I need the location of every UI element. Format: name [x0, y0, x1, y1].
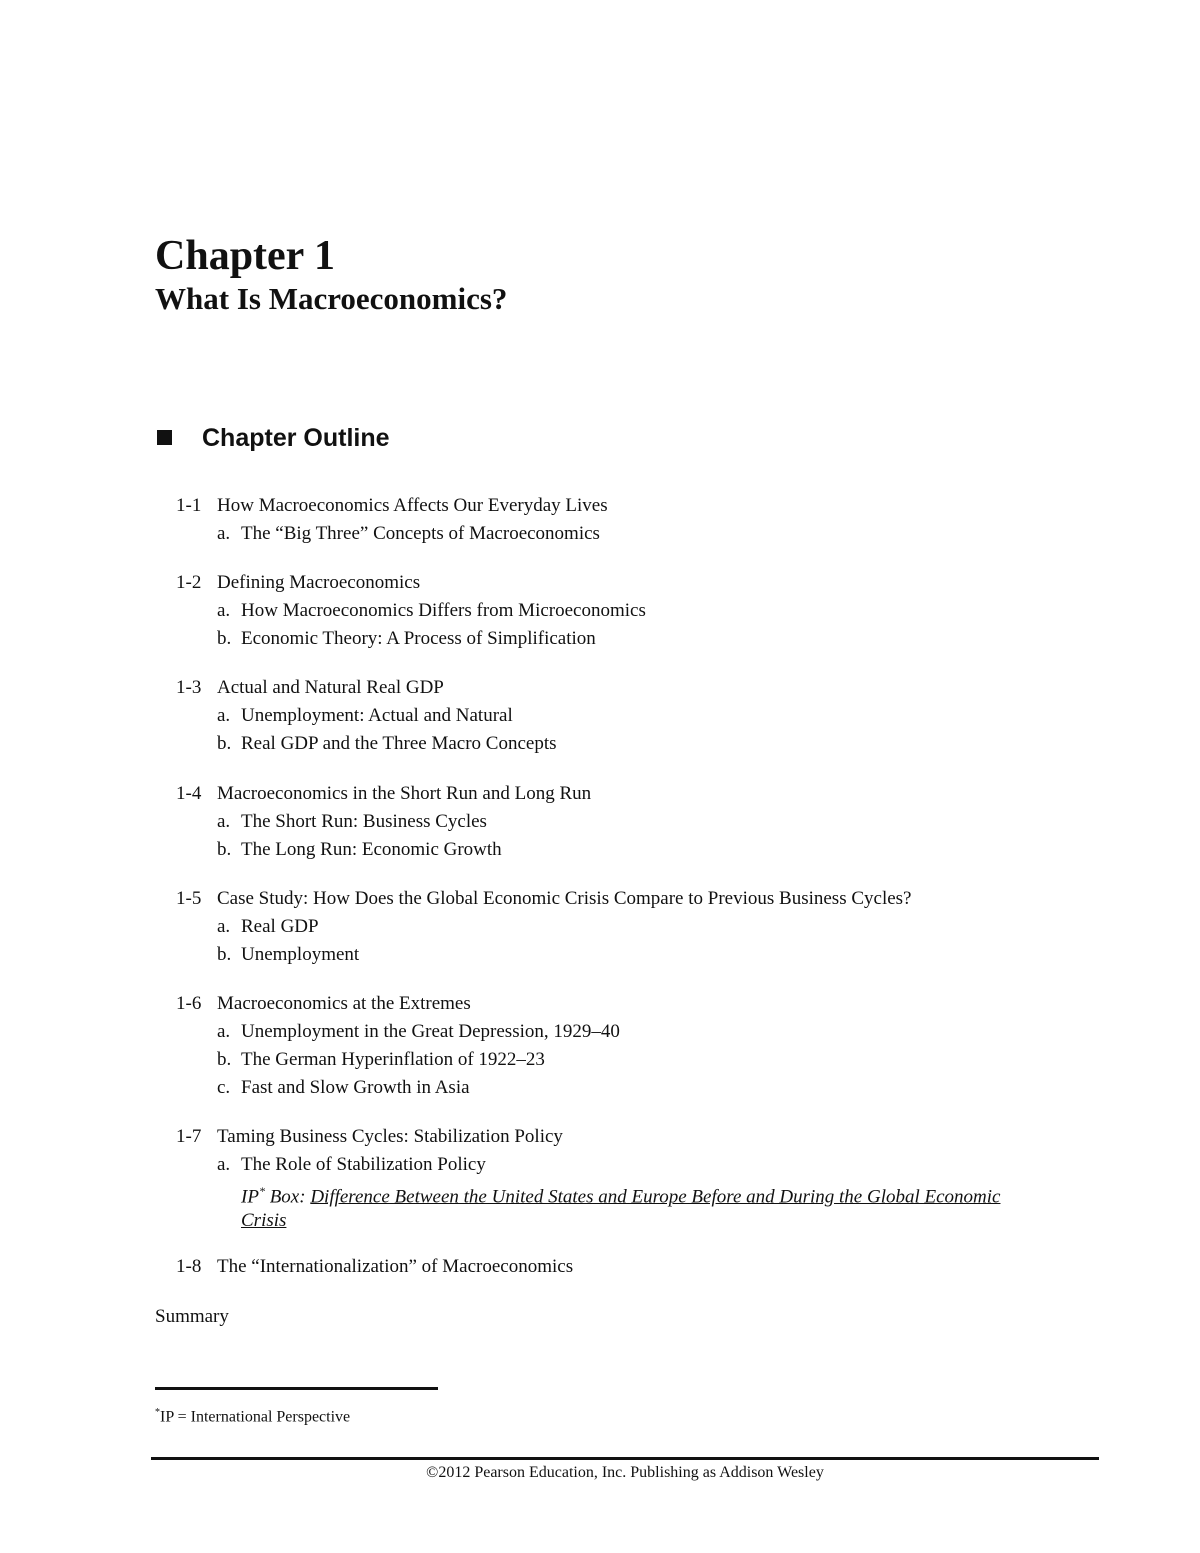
chapter-title: What Is Macroeconomics?	[155, 281, 508, 316]
ip-box-note	[176, 1179, 1041, 1233]
subsection-item: b. Economic Theory: A Process of Simplification	[217, 628, 596, 649]
section-title: Macroeconomics in the Short Run and Long Run	[217, 783, 592, 804]
subsection-item: a. The Short Run: Business Cycles	[217, 811, 487, 832]
subsection-item: c. Fast and Slow Growth in Asia	[217, 1077, 470, 1098]
footer-divider	[151, 1457, 1099, 1460]
section-number: 1-4	[176, 783, 202, 804]
section-title: Case Study: How Does the Global Economic Crisis Compare to Previous Business Cycles?	[217, 888, 912, 909]
section-title: Taming Business Cycles: Stabilization Policy	[217, 1126, 563, 1147]
square-bullet-icon	[157, 430, 172, 445]
section-number: 1-8	[176, 1256, 202, 1277]
summary-heading: Summary	[155, 1306, 229, 1327]
section-title: Macroeconomics at the Extremes	[217, 993, 471, 1014]
section-number: 1-2	[176, 572, 202, 593]
outline-section-1-2	[176, 569, 1076, 653]
outline-heading	[157, 422, 390, 454]
section-number: 1-1	[176, 495, 202, 516]
copyright-footer: ©2012 Pearson Education, Inc. Publishing as Addison Wesley	[426, 1464, 824, 1481]
subsection-item: a. The Role of Stabilization Policy	[217, 1154, 486, 1175]
footnote-marker: *	[155, 1407, 160, 1418]
outline-section-1-5	[176, 885, 1076, 969]
section-title: Actual and Natural Real GDP	[217, 677, 444, 698]
section-number: 1-3	[176, 677, 202, 698]
subsection-item: a. Unemployment in the Great Depression, 1929–40	[217, 1021, 620, 1042]
outline-heading-text: Chapter Outline	[202, 424, 390, 452]
subsection-item: a. Unemployment: Actual and Natural	[217, 705, 513, 726]
footnote	[155, 1402, 350, 1428]
outline-section-1-7	[176, 1123, 1076, 1233]
subsection-item: b. The German Hyperinflation of 1922–23	[217, 1049, 545, 1070]
subsection-item: a. How Macroeconomics Differs from Microeconomics	[217, 600, 646, 621]
subsection-item: a. The “Big Three” Concepts of Macroeconomics	[217, 523, 600, 544]
footnote-text: IP = International Perspective	[160, 1408, 351, 1426]
section-number: 1-6	[176, 993, 202, 1014]
section-number: 1-5	[176, 888, 202, 909]
subsection-item: b. Unemployment	[217, 944, 360, 965]
footnote-divider	[155, 1387, 438, 1390]
ip-label: IP	[241, 1186, 259, 1208]
section-number: 1-7	[176, 1126, 202, 1147]
outline-section-1-1	[176, 492, 1076, 548]
section-title: How Macroeconomics Affects Our Everyday Lives	[217, 495, 608, 516]
ip-box-label: Box:	[264, 1186, 311, 1208]
subsection-item: b. The Long Run: Economic Growth	[217, 839, 502, 860]
outline-section-1-4	[176, 780, 1076, 864]
subsection-item: b. Real GDP and the Three Macro Concepts	[217, 733, 557, 754]
ip-box-title: Difference Between the United States and Europe Before and During the Global Economic Crisis	[241, 1186, 1001, 1232]
chapter-number: Chapter 1	[155, 233, 336, 279]
subsection-item: a. Real GDP	[217, 916, 319, 937]
outline-section-1-6	[176, 990, 1076, 1102]
outline-section-1-3	[176, 674, 1076, 758]
footnote-marker: *	[258, 1184, 265, 1198]
section-title: Defining Macroeconomics	[217, 572, 421, 593]
section-title: The “Internationalization” of Macroeconomics	[217, 1256, 574, 1277]
outline-section-1-8	[176, 1253, 1076, 1281]
